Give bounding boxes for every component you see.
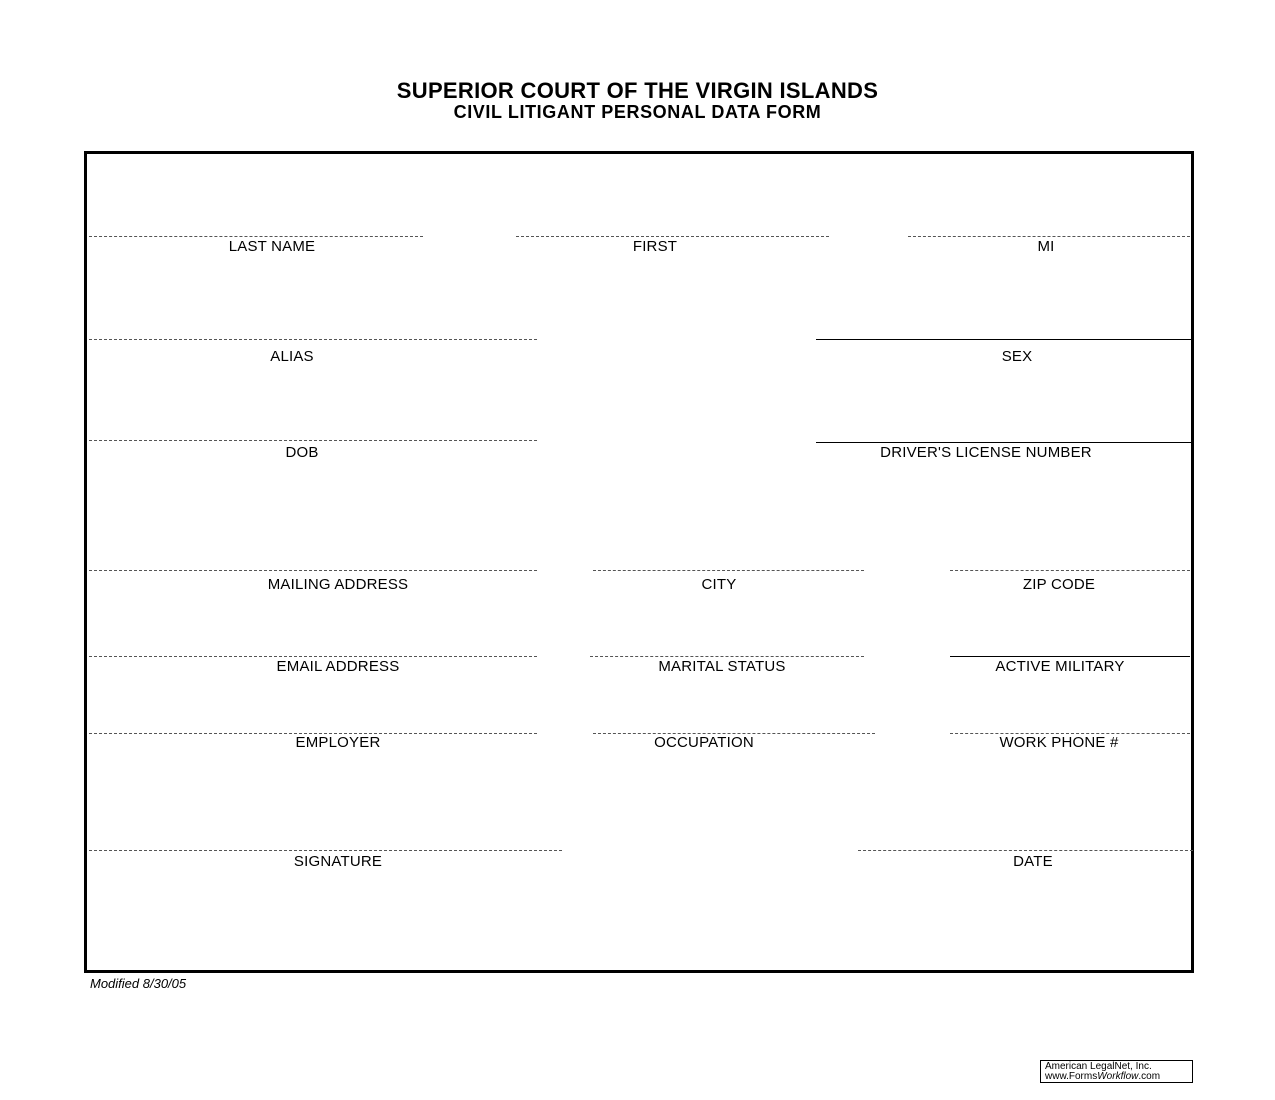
modified-date-note: Modified 8/30/05 [90,976,187,991]
last-name-line[interactable] [89,236,423,237]
url-suffix: .com [1138,1071,1161,1082]
city-label: CITY [701,576,737,593]
mailing-address-label: MAILING ADDRESS [267,576,409,593]
employer-label: EMPLOYER [295,734,381,751]
marital-status-line[interactable] [590,656,864,657]
form-title: CIVIL LITIGANT PERSONAL DATA FORM [453,102,822,122]
publisher-url [1045,1072,1192,1082]
signature-line[interactable] [89,850,562,851]
active-military-line[interactable] [950,656,1190,657]
email-address-label: EMAIL ADDRESS [276,658,400,675]
alias-label: ALIAS [270,348,314,365]
last-name-label: LAST NAME [228,238,316,255]
mi-line[interactable] [908,236,1190,237]
first-name-label: FIRST [632,238,678,255]
email-address-line[interactable] [89,656,537,657]
date-line[interactable] [858,850,1193,851]
work-phone-label: WORK PHONE # [999,734,1119,751]
mailing-address-line[interactable] [89,570,537,571]
zip-code-line[interactable] [950,570,1190,571]
dob-line[interactable] [89,440,537,441]
occupation-label: OCCUPATION [654,734,754,751]
signature-label: SIGNATURE [293,853,383,870]
publisher-stamp [1040,1060,1193,1083]
first-name-line[interactable] [516,236,829,237]
publisher-name: American LegalNet, Inc. [1045,1061,1152,1072]
date-label: DATE [1013,853,1053,870]
city-line[interactable] [593,570,864,571]
sex-line[interactable] [816,339,1193,340]
dob-label: DOB [285,444,319,461]
mi-label: MI [1037,238,1055,255]
url-prefix: www.Forms [1045,1071,1098,1082]
sex-label: SEX [1001,348,1033,365]
drivers-license-label: DRIVER'S LICENSE NUMBER [880,444,1092,461]
active-military-label: ACTIVE MILITARY [995,658,1125,675]
court-title: SUPERIOR COURT OF THE VIRGIN ISLANDS [396,78,879,103]
zip-code-label: ZIP CODE [1022,576,1096,593]
alias-line[interactable] [89,339,537,340]
marital-status-label: MARITAL STATUS [658,658,786,675]
drivers-license-line[interactable] [816,442,1193,443]
url-italic: Workflow [1097,1071,1139,1082]
